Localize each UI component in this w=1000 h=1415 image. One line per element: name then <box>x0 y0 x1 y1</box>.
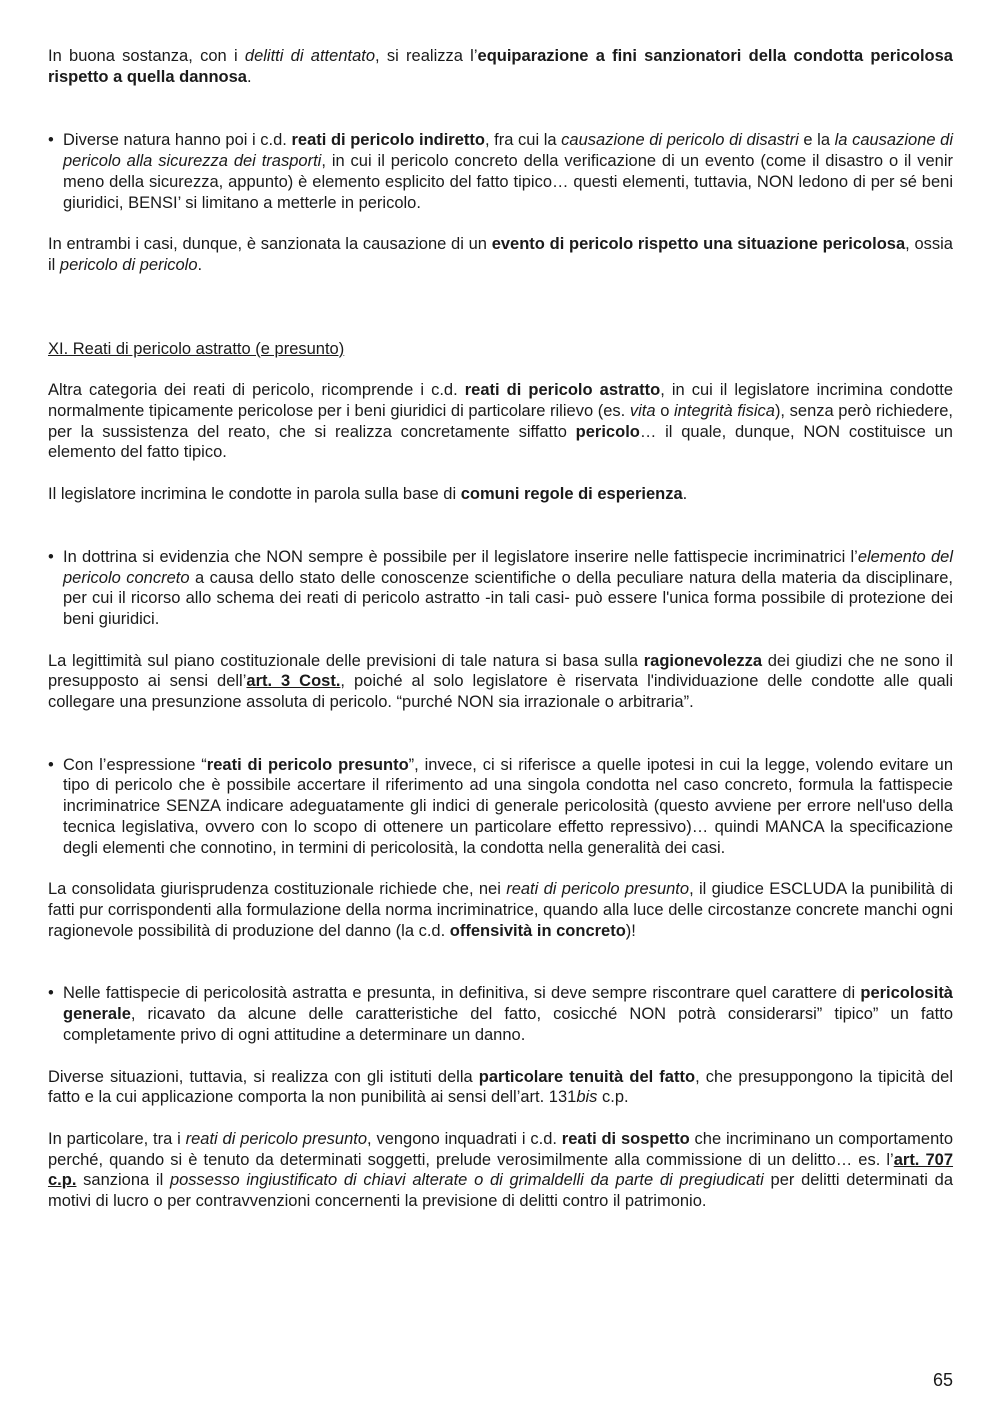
bullet-marker: • <box>48 131 54 150</box>
bullet-marker: • <box>48 984 54 1003</box>
paragraph-legittimita: La legittimità sul piano costituzionale delle previsioni di tale natura si basa sulla ragionevolezza dei giudizi che ne sono il presupposto ai sensi dell’art. 3 Cost., poiché al solo legislatore è riservata l'individuazione delle condotte alle quali collegare una presunzione assoluta di pericolo. “purché NON sia irrazionale o arbitraria”. <box>48 651 954 712</box>
page-number: 65 <box>932 1370 953 1390</box>
paragraph-giurisprudenza: La consolidata giurisprudenza costituzionale richiede che, nei reati di pericolo presunto, il giudice ESCLUDA la punibilità di fatti pur corrispondenti alla formulazione della norma incriminatrice, quando alla luce delle circostanze concrete manchi ogni ragionevole possibilità di produzione del danno (la c.d. offensività in concreto)! <box>48 880 953 940</box>
bullet-pericolo-indiretto: • Diverse natura hanno poi i c.d. reati di pericolo indiretto, fra cui la causazione di pericolo di disastri e la la causazione di pericolo alla sicurezza dei trasporti, in cui il pericolo concreto della verificazione di un evento (come il disastro o il venir meno della sicurezza, appunto) è elemento esplicito del fatto tipico… questi elementi, tuttavia, NON ledono di per sé beni giuridici, BENSI’ si limitano a metterle in pericolo. <box>48 131 953 212</box>
paragraph-tenuita: Diverse situazioni, tuttavia, si realizza con gli istituti della particolare tenuità del fatto, che presuppongono la tipicità del fatto e la cui applicazione comporta la non punibilità ai sensi dell’art. 131bis c.p. <box>48 1067 953 1107</box>
paragraph-reati-sospetto: In particolare, tra i reati di pericolo presunto, vengono inquadrati i c.d. reati di sospetto che incriminano un comportamento perché, quando si è tenuto da determinati soggetti, prelude verosimilmente alla commissione di un delitto… es. l’art. 707 c.p. sanziona il possesso ingiustificato di chiavi alterate o di grimaldelli da parte di pregiudicati per delitti determinati da motivi di lucro o per contravvenzioni concernenti la previsione di delitti contro il patrimonio. <box>48 1129 954 1211</box>
bullet-pericolosita-generale: • Nelle fattispecie di pericolosità astratta e presunta, in definitiva, si deve sempre riscontrare quel carattere di pericolosità generale, ricavato da alcune delle caratteristiche del fatto, cosicché NON potrà considerarsi” tipico” un fatto completamente privo di ogni attitudine a determinare un danno. <box>48 984 953 1044</box>
section-heading: XI. Reati di pericolo astratto (e presunto) <box>48 339 345 358</box>
bullet-marker: • <box>48 547 54 566</box>
bullet-dottrina: • In dottrina si evidenzia che NON sempre è possibile per il legislatore inserire nelle fattispecie incriminatrici l’elemento del pericolo concreto a causa dello stato delle conoscenze scientifiche o della peculiare natura della materia da disciplinare, per cui il ricorso allo schema dei reati di pericolo astratto -in tali casi- può essere l'unica forma possibile di protezione dei beni giuridici. <box>48 547 953 628</box>
bullet-pericolo-presunto: • Con l’espressione “reati di pericolo presunto”, invece, ci si riferisce a quelle ipotesi in cui la legge, volendo evitare un tipo di pericolo che è possibile accertare il riferimento ad una singola condotta nel caso concreto, formula la fattispecie incriminatrice SENZA indicare adeguatamente gli indici di generale pericolosità (questo avviene per errore nell'uso della tecnica legislativa, ovvero con lo scopo di ottenere un particolare effetto repressivo)… quindi MANCA la specificazione degli elementi che connotino, in termini di pericolosità, la condotta nella generalità dei casi. <box>48 755 953 857</box>
paragraph-pericolo-di-pericolo: In entrambi i casi, dunque, è sanzionata la causazione di un evento di pericolo rispetto una situazione pericolosa, ossia il pericolo di pericolo. <box>48 235 953 274</box>
paragraph-regole-esperienza: Il legislatore incrimina le condotte in parola sulla base di comuni regole di esperienza. <box>48 485 688 504</box>
bullet-marker: • <box>48 755 54 774</box>
paragraph-attentato: In buona sostanza, con i delitti di attentato, si realizza l’equiparazione a fini sanzionatori della condotta pericolosa rispetto a quella dannosa. <box>48 47 953 86</box>
page-body <box>48 46 953 1212</box>
paragraph-pericolo-astratto: Altra categoria dei reati di pericolo, ricomprende i c.d. reati di pericolo astratto, in cui il legislatore incrimina condotte normalmente tipicamente pericolose per i beni giuridici di particolare rilievo (es. vita o integrità fisica), senza però richiedere, per la sussistenza del reato, che si realizza concretamente siffatto pericolo… il quale, dunque, NON costituisce un elemento del fatto tipico. <box>48 381 953 462</box>
